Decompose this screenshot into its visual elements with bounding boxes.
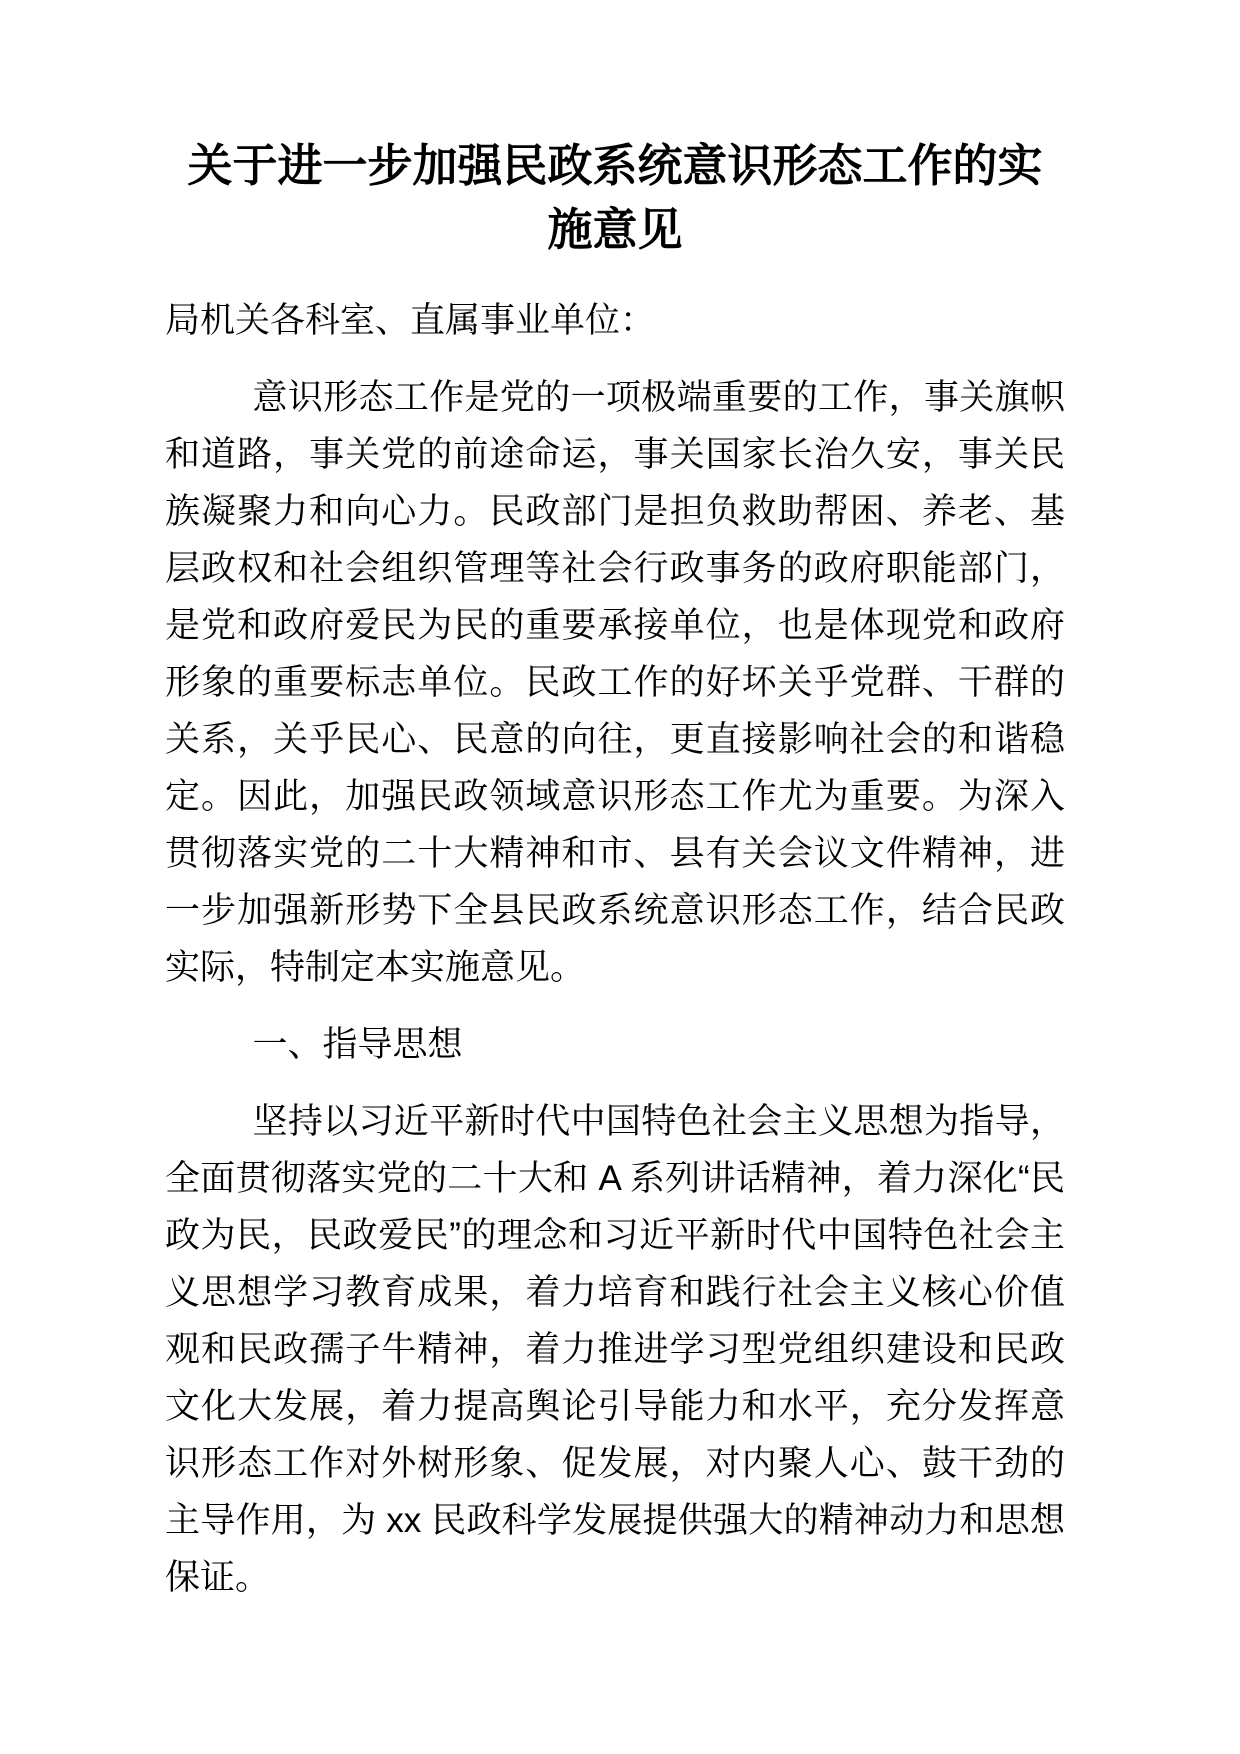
salutation-line: 局机关各科室、直属事业单位： [165, 301, 656, 340]
intro-paragraph: 意识形态工作是党的一项极端重要的工作，事关旗帜和道路，事关党的前途命运，事关国家长治久安，事关民族凝聚力和向心力。民政部门是担负救助帮困、养老、基层政权和社会组织管理等社会行政事务的政府职能部门，是党和政府爱民为民的重要承接单位，也是体现党和政府形象的重要标志单位。民政工作的好坏关乎党群、干群的关系，关乎民心、民意的向往，更直接影响社会的和谐稳定。因此，加强民政领域意识形态工作尤为重要。为深入贯彻落实党的二十大精神和市、县有关会议文件精神，进一步加强新形势下全县民政系统意识形态工作，结合民政实际，特制定本实施意见。 [165, 378, 1065, 987]
document-title: 关于进一步加强民政系统意识形态工作的实施意见 [187, 140, 1043, 255]
section-heading-guiding-ideology: 一、指导思想 [252, 1025, 463, 1064]
guiding-ideology-paragraph: 坚持以习近平新时代中国特色社会主义思想为指导，全面贯彻落实党的二十大和 A 系列讲话精神，着力深化“民政为民，民政爱民”的理念和习近平新时代中国特色社会主义思想学习教育成果，着力培育和践行社会主义核心价值观和民政孺子牛精神，着力推进学习型党组织建设和民政文化大发展，着力提高舆论引导能力和水平，充分发挥意识形态工作对外树形象、促发展，对内聚人心、鼓干劲的主导作用，为 xx 民政科学发展提供强大的精神动力和思想保证。 [165, 1102, 1065, 1597]
